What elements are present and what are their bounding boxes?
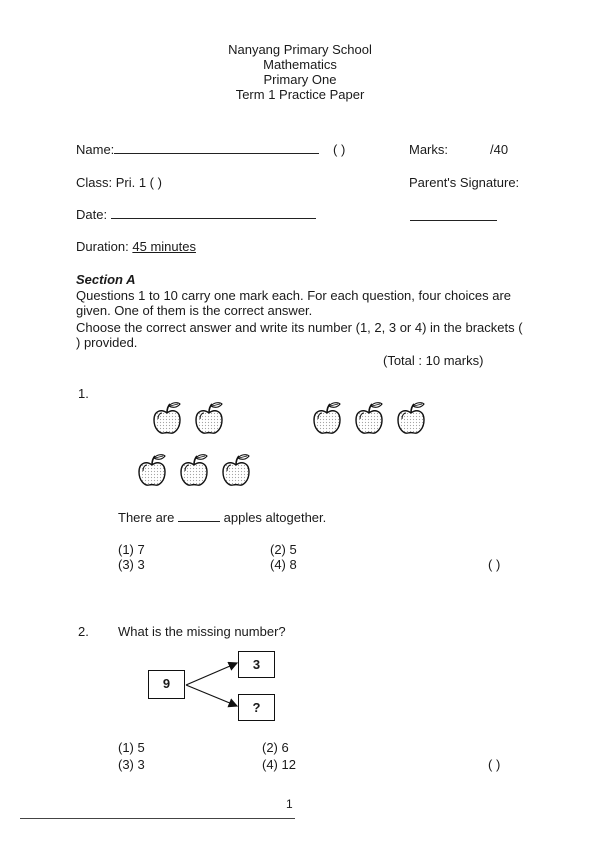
duration-label: Duration: [76, 239, 129, 254]
date-label: Date: [76, 207, 108, 222]
duration [76, 239, 196, 254]
name-label: Name: [76, 142, 115, 157]
q2-option-3: (3) 3 [118, 757, 145, 772]
date-blank[interactable] [111, 218, 316, 219]
q2-option-1: (1) 5 [118, 740, 145, 755]
page-number: 1 [286, 797, 293, 811]
missing-number-box: ? [238, 694, 275, 721]
apple-icon [310, 400, 344, 436]
source-number-box: 9 [148, 670, 185, 699]
question-1-text [118, 510, 326, 525]
duration-value: 45 minutes [132, 239, 196, 254]
name-blank[interactable] [114, 153, 319, 154]
name-field [76, 142, 319, 157]
apple-icon [135, 452, 169, 488]
section-a-total: (Total : 10 marks) [383, 353, 484, 368]
apple-icon [177, 452, 211, 488]
q2-option-2: (2) 6 [262, 740, 289, 755]
school-name: Nanyang Primary School [228, 42, 372, 57]
question-1-number: 1. [78, 386, 89, 401]
q1-option-4: (4) 8 [270, 557, 297, 572]
section-a-instruction-2: Choose the correct answer and write its number (1, 2, 3 or 4) in the brackets ( ) provided. [76, 320, 523, 350]
section-a-title: Section A [76, 272, 136, 287]
top-number-box: 3 [238, 651, 275, 678]
paper-header [0, 42, 600, 102]
q2-answer-brackets[interactable]: ( ) [488, 757, 501, 772]
question-1-text-after: apples altogether. [223, 510, 327, 525]
question-1-blank[interactable] [178, 521, 220, 522]
q1-option-2: (2) 5 [270, 542, 297, 557]
question-1-text-before: There are [118, 510, 175, 525]
apple-icon [352, 400, 386, 436]
apple-icon [150, 400, 184, 436]
q2-option-4: (4) 12 [262, 757, 296, 772]
class-label: Class: Pri. 1 ( ) [76, 175, 162, 190]
date-field [76, 207, 316, 222]
index-brackets: ( ) [333, 142, 346, 157]
question-2-text: What is the missing number? [118, 624, 286, 639]
q1-option-1: (1) 7 [118, 542, 145, 557]
q1-option-3: (3) 3 [118, 557, 145, 572]
section-a-instruction-1: Questions 1 to 10 carry one mark each. For each question, four choices are given. One of them is the correct answer. [76, 288, 512, 318]
signature-line[interactable] [410, 220, 497, 221]
parent-signature-label: Parent's Signature: [409, 175, 520, 190]
footer-rule [20, 818, 295, 819]
paper-title: Term 1 Practice Paper [235, 87, 365, 102]
apple-icon [192, 400, 226, 436]
subject-title: Mathematics [263, 57, 337, 72]
level-title: Primary One [263, 72, 337, 87]
marks-total: /40 [490, 142, 509, 157]
marks-label: Marks: [409, 142, 448, 157]
question-2-number: 2. [78, 624, 89, 639]
q1-answer-brackets[interactable]: ( ) [488, 557, 501, 572]
apple-icon [394, 400, 428, 436]
apple-icon [219, 452, 253, 488]
